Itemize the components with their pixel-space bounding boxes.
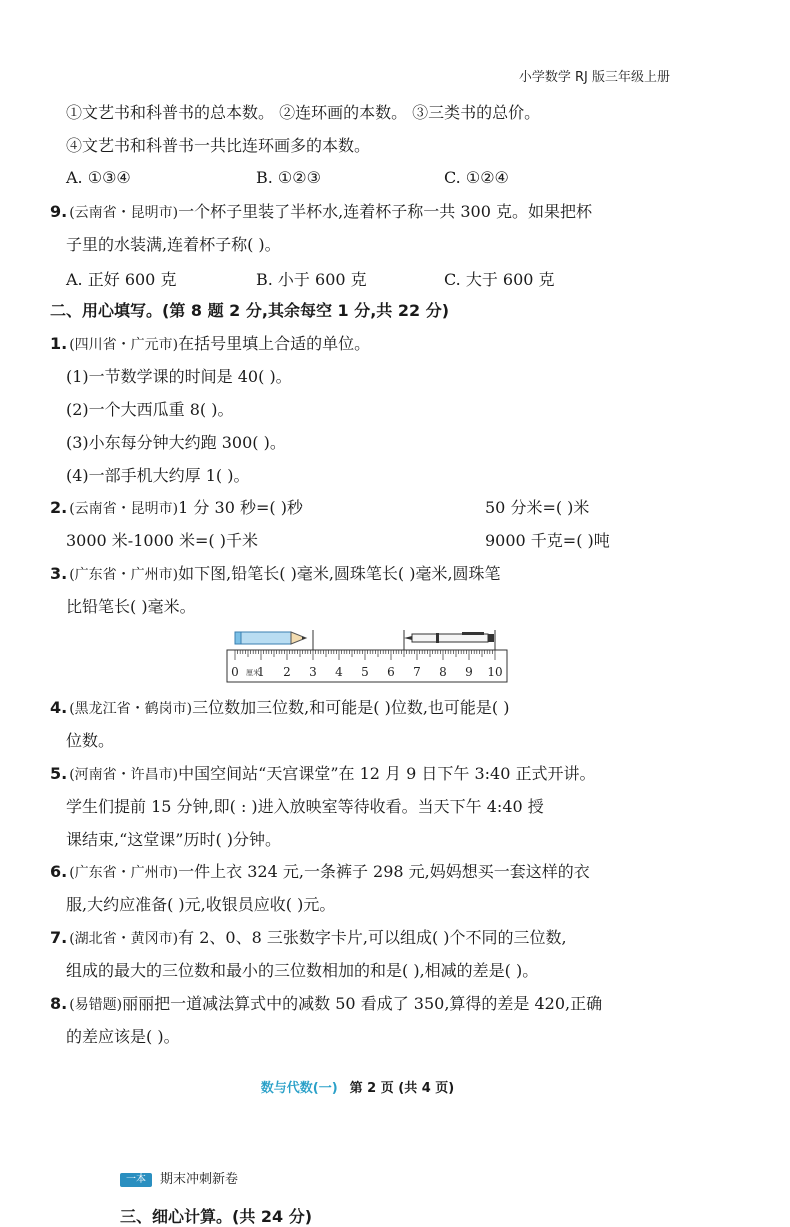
q8-option-c[interactable]: C. ①②④ [444,168,509,187]
page-footer [0,1077,715,1096]
question-text: 丽丽把一道减法算式中的减数 50 看成了 350,算得的差是 420,正确 [122,994,603,1013]
ruler-tick-label: 0 [231,665,239,679]
f2-blank-c[interactable]: 3000 米-1000 米=( )千米 [66,531,258,550]
question-number: 5. [50,764,68,783]
f2-blank-d[interactable]: 9000 千克=( )吨 [485,531,610,550]
question-number: 9. [50,202,68,221]
ruler-unit-label: 厘米 [246,669,260,677]
source-tag: (易错题) [69,997,123,1013]
f3-line2[interactable]: 比铅笔长( )毫米。 [66,597,196,616]
book-series-header: 小学数学 RJ 版三年级上册 [518,70,670,85]
source-tag: (云南省・昆明市) [69,205,179,221]
pencil-icon [235,630,313,650]
q9-line2: 子里的水装满,连着杯子称( )。 [66,235,281,254]
question-number: 3. [50,564,68,583]
q9-line1 [50,201,592,224]
q9-option-a[interactable]: A. 正好 600 克 [66,270,177,289]
question-number: 6. [50,862,68,881]
question-text[interactable]: 有 2、0、8 三张数字卡片,可以组成( )个不同的三位数, [178,928,567,947]
f1-sub2[interactable]: (2)一个大西瓜重 8( )。 [66,400,234,419]
f5-line2[interactable]: 学生们提前 15 分钟,即( : )进入放映室等待收看。当天下午 4:40 授 [66,797,544,816]
f7-line1 [50,927,567,950]
f2-blank-b[interactable]: 50 分米=( )米 [485,498,590,517]
source-tag: (四川省・广元市) [69,337,179,353]
source-tag: (黑龙江省・鹤岗市) [69,701,193,717]
f2-line1 [50,497,303,520]
q8-items-line1: ①文艺书和科普书的总本数。 ②连环画的本数。 ③三类书的总价。 [66,103,541,122]
question-number: 2. [50,498,68,517]
question-text: 在括号里填上合适的单位。 [178,334,371,353]
q8-option-a[interactable]: A. ①③④ [66,168,131,187]
f5-line3[interactable]: 课结束,“这堂课”历时( )分钟。 [66,830,282,849]
source-tag: (广东省・广州市) [69,865,179,881]
ruler-tick-label: 7 [413,665,421,679]
question-text: 中国空间站“天宫课堂”在 12 月 9 日下午 3:40 正式开讲。 [178,764,596,783]
question-text: 一件上衣 324 元,一条裤子 298 元,妈妈想买一套这样的衣 [178,862,590,881]
question-text: 一个杯子里装了半杯水,连着杯子称一共 300 克。如果把杯 [178,202,592,221]
brand-logo: 一本 [120,1173,152,1187]
question-text[interactable]: 如下图,铅笔长( )毫米,圆珠笔长( )毫米,圆珠笔 [178,564,501,583]
section-2-title: 二、用心填写。(第 8 题 2 分,其余每空 1 分,共 22 分) [50,301,450,320]
ruler-tick-label: 8 [439,665,447,679]
blank-a[interactable]: 1 分 30 秒=( )秒 [178,498,303,517]
next-section-title: 三、细心计算。(共 24 分) [120,1207,313,1226]
ruler-tick-label: 6 [387,665,395,679]
ruler-figure [226,628,508,684]
f7-line2[interactable]: 组成的最大的三位数和最小的三位数相加的和是( ),相减的差是( )。 [66,961,539,980]
f6-line2[interactable]: 服,大约应准备( )元,收银员应收( )元。 [66,895,336,914]
f6-line1 [50,861,590,884]
source-tag: (河南省・许昌市) [69,767,179,783]
question-text[interactable]: 三位数加三位数,和可能是( )位数,也可能是( ) [192,698,510,717]
ruler-tick-label: 1 [257,665,265,679]
question-number: 1. [50,334,68,353]
q9-option-c[interactable]: C. 大于 600 克 [444,270,555,289]
ruler-tick-label: 9 [465,665,473,679]
f3-line1 [50,563,501,586]
f1-sub1[interactable]: (1)一节数学课的时间是 40( )。 [66,367,292,386]
f4-line1 [50,697,509,720]
ruler-tick-label: 4 [335,665,343,679]
ballpoint-pen-icon [404,630,495,650]
q9-option-b[interactable]: B. 小于 600 克 [256,270,367,289]
f4-line2: 位数。 [66,731,115,750]
ruler-tick-label: 10 [487,665,503,679]
f1-sub3[interactable]: (3)小东每分钟大约跑 300( )。 [66,433,286,452]
footer-page-number: 第 2 页 (共 4 页) [349,1081,455,1096]
f8-line1 [50,993,602,1016]
ruler-tick-label: 3 [309,665,317,679]
f1-line [50,333,370,356]
question-number: 4. [50,698,68,717]
question-number: 7. [50,928,68,947]
source-tag: (广东省・广州市) [69,567,179,583]
f1-sub4[interactable]: (4)一部手机大约厚 1( )。 [66,466,250,485]
source-tag: (湖北省・黄冈市) [69,931,179,947]
ruler-illustration [226,628,508,684]
q8-items-line2: ④文艺书和科普书一共比连环画多的本数。 [66,136,371,155]
q8-option-b[interactable]: B. ①②③ [256,168,321,187]
ruler-tick-label: 5 [361,665,369,679]
f8-line2[interactable]: 的差应该是( )。 [66,1027,180,1046]
footer-unit: 数与代数(一) [260,1081,338,1096]
brand-name: 期末冲刺新卷 [160,1172,239,1187]
source-tag: (云南省・昆明市) [69,501,179,517]
ruler-tick-label: 2 [283,665,291,679]
question-number: 8. [50,994,68,1013]
brand-bar [120,1168,238,1187]
f5-line1 [50,763,596,786]
